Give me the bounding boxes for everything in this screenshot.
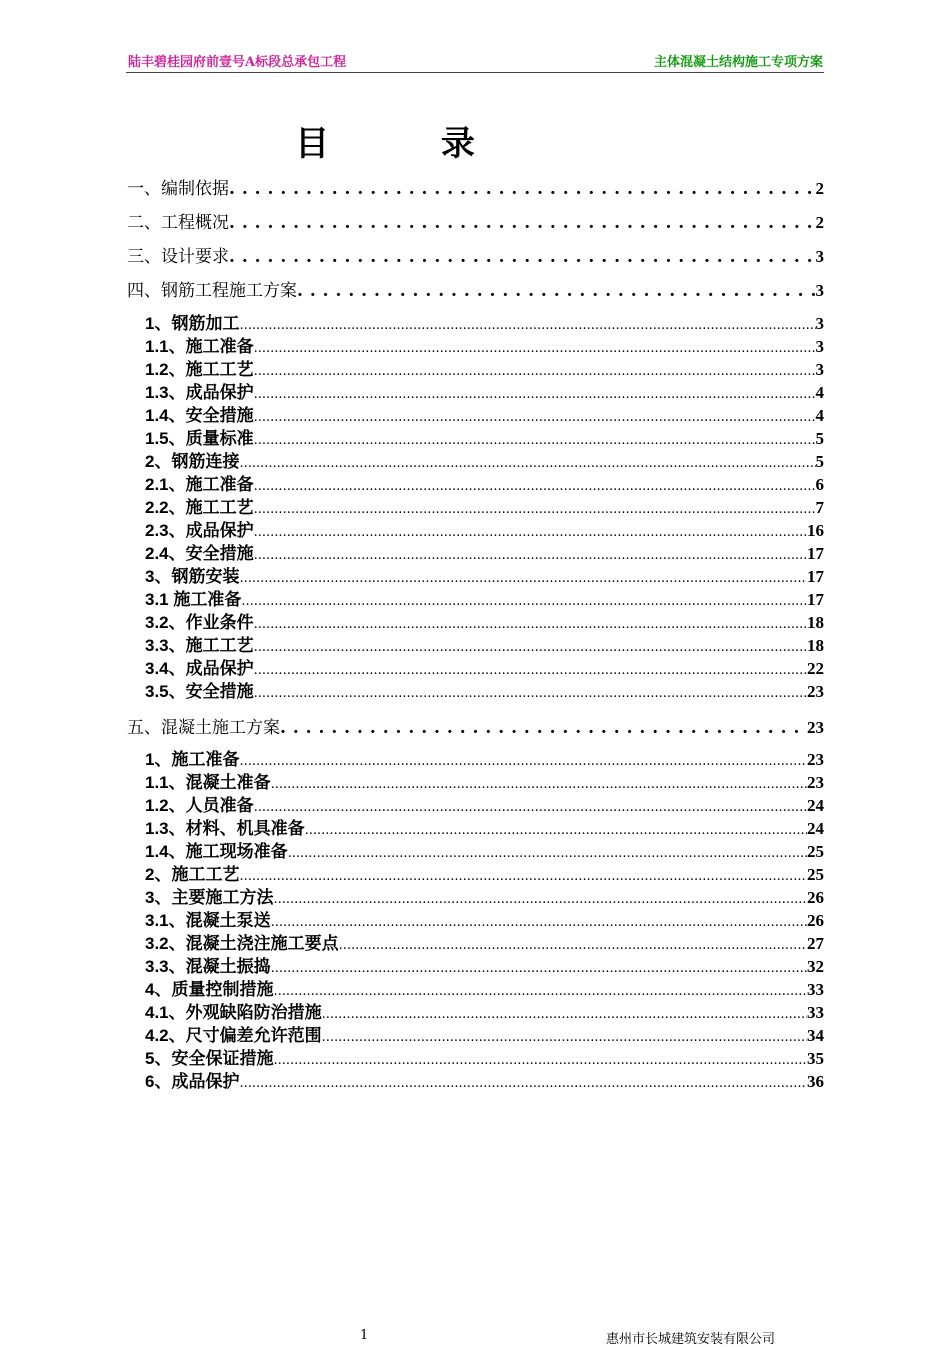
- toc-entry-label: 1.1、施工准备: [145, 337, 254, 356]
- toc-leader-dots: [254, 796, 807, 816]
- toc-entry[interactable]: [127, 242, 824, 267]
- toc-entry-label: 2.1、施工准备: [145, 475, 254, 494]
- toc-entry[interactable]: [127, 276, 824, 301]
- toc-entry-label: 五、混凝土施工方案: [127, 718, 280, 738]
- toc-entry-page: 27: [807, 934, 824, 953]
- toc-entry[interactable]: [127, 631, 824, 656]
- toc-entry[interactable]: [127, 608, 824, 633]
- toc-entry[interactable]: [127, 309, 824, 334]
- toc-entry-page: 3: [815, 314, 824, 333]
- toc-entry[interactable]: [127, 332, 824, 357]
- toc-entry[interactable]: [127, 998, 824, 1023]
- toc-entry-page: 23: [807, 750, 824, 769]
- toc-leader-dots: [322, 1026, 807, 1046]
- toc-entry[interactable]: [127, 952, 824, 977]
- toc-leader-dots: [271, 773, 807, 793]
- toc-entry[interactable]: [127, 1021, 824, 1046]
- toc-leader-dots: [273, 1049, 807, 1069]
- toc-entry-label: 1.3、成品保护: [145, 383, 254, 402]
- toc-entry-label: 1.2、施工工艺: [145, 360, 254, 379]
- toc-entry-label: 2.4、安全措施: [145, 544, 254, 563]
- toc-entry[interactable]: [127, 424, 824, 449]
- toc-entry-label: 1.1、混凝土准备: [145, 773, 271, 792]
- toc-entry-page: 22: [807, 659, 824, 678]
- toc-leader-dots: [239, 314, 815, 334]
- toc-entry-page: 33: [807, 980, 824, 999]
- toc-entry[interactable]: [127, 562, 824, 587]
- toc-entry-label: 3.1 施工准备: [145, 590, 242, 609]
- toc-entry-label: 1、施工准备: [145, 750, 240, 769]
- toc-entry-label: 一、编制依据: [127, 179, 229, 199]
- toc-leader-dots: [229, 247, 816, 267]
- toc-entry-page: 6: [815, 475, 824, 494]
- header-project-name: 陆丰碧桂园府前壹号A标段总承包工程: [128, 55, 347, 70]
- toc-entry-page: 25: [807, 865, 824, 884]
- toc-entry-page: 4: [815, 383, 824, 402]
- toc-entry-page: 32: [807, 957, 824, 976]
- toc-leader-dots: [271, 911, 807, 931]
- toc-entry-page: 23: [807, 773, 824, 792]
- toc-entry-page: 26: [807, 888, 824, 907]
- toc-entry-label: 2、钢筋连接: [145, 452, 240, 471]
- toc-entry-label: 2、施工工艺: [145, 865, 240, 884]
- footer-page-number: 1: [360, 1328, 369, 1343]
- toc-entry-label: 3.2、作业条件: [145, 613, 254, 632]
- toc-leader-dots: [254, 521, 807, 541]
- toc-entry-label: 1.5、质量标准: [145, 429, 254, 448]
- toc-entry-label: 1.4、施工现场准备: [145, 842, 288, 861]
- toc-entry-page: 35: [807, 1049, 824, 1068]
- header-rule: [126, 72, 824, 73]
- toc-entry-page: 25: [807, 842, 824, 861]
- toc-entry[interactable]: [127, 174, 824, 199]
- toc-entry-page: 17: [807, 567, 824, 586]
- toc-entry-page: 23: [807, 718, 824, 737]
- toc-entry-label: 3、钢筋安装: [145, 567, 240, 586]
- toc-leader-dots: [280, 718, 807, 738]
- toc-leader-dots: [273, 980, 807, 1000]
- toc-entry[interactable]: [127, 768, 824, 793]
- toc-entry-label: 3、主要施工方法: [145, 888, 274, 907]
- toc-leader-dots: [339, 934, 807, 954]
- toc-entry-page: 4: [815, 406, 824, 425]
- toc-leader-dots: [254, 337, 816, 357]
- toc-leader-dots: [273, 888, 807, 908]
- toc-entry-label: 4、质量控制措施: [145, 980, 274, 999]
- toc-entry-page: 24: [807, 819, 824, 838]
- toc-leader-dots: [254, 613, 807, 633]
- toc-entry-page: 3: [815, 281, 824, 300]
- toc-leader-dots: [322, 1003, 807, 1023]
- toc-entry-label: 三、设计要求: [127, 247, 229, 267]
- toc-leader-dots: [239, 1072, 807, 1092]
- toc-leader-dots: [305, 819, 807, 839]
- toc-leader-dots: [254, 475, 816, 495]
- toc-entry-label: 四、钢筋工程施工方案: [127, 281, 297, 301]
- toc-entry-label: 2.3、成品保护: [145, 521, 254, 540]
- page-title: [0, 116, 820, 165]
- toc-entry-label: 3.2、混凝土浇注施工要点: [145, 934, 339, 953]
- toc-entry-label: 5、安全保证措施: [145, 1049, 274, 1068]
- toc-entry-page: 34: [807, 1026, 824, 1045]
- toc-entry-page: 2: [815, 179, 824, 198]
- toc-entry-page: 17: [807, 544, 824, 563]
- toc-entry-page: 24: [807, 796, 824, 815]
- toc-entry[interactable]: [127, 447, 824, 472]
- toc-entry-page: 2: [815, 213, 824, 232]
- toc-entry[interactable]: [127, 654, 824, 679]
- toc-entry[interactable]: [127, 516, 824, 541]
- toc-entry-page: 18: [807, 613, 824, 632]
- toc-entry[interactable]: [127, 929, 824, 954]
- toc-entry-label: 2.2、施工工艺: [145, 498, 254, 517]
- toc-leader-dots: [254, 636, 807, 656]
- toc-entry-page: 33: [807, 1003, 824, 1022]
- toc-entry[interactable]: [127, 355, 824, 380]
- toc-entry[interactable]: [127, 745, 824, 770]
- toc-entry-label: 1.2、人员准备: [145, 796, 254, 815]
- toc-entry-page: 7: [815, 498, 824, 517]
- toc-entry[interactable]: [127, 378, 824, 403]
- toc-entry-page: 17: [807, 590, 824, 609]
- toc-entry[interactable]: [127, 539, 824, 564]
- toc-entry-label: 3.4、成品保护: [145, 659, 254, 678]
- toc-entry[interactable]: [127, 791, 824, 816]
- toc-leader-dots: [254, 429, 816, 449]
- toc-leader-dots: [254, 360, 816, 380]
- toc-entry-page: 5: [815, 452, 824, 471]
- toc-entry-page: 23: [807, 682, 824, 701]
- toc-leader-dots: [241, 590, 807, 610]
- toc-entry-page: 5: [815, 429, 824, 448]
- toc-entry[interactable]: [127, 493, 824, 518]
- toc-entry[interactable]: [127, 401, 824, 426]
- toc-entry[interactable]: [127, 975, 824, 1000]
- page-title-text: 目 录: [295, 124, 525, 164]
- toc-entry[interactable]: [127, 883, 824, 908]
- toc-leader-dots: [254, 682, 807, 702]
- toc-entry-page: 26: [807, 911, 824, 930]
- toc-entry-label: 3.5、安全措施: [145, 682, 254, 701]
- toc-entry[interactable]: [127, 814, 824, 839]
- toc-entry[interactable]: [127, 677, 824, 702]
- toc-leader-dots: [254, 659, 807, 679]
- toc-leader-dots: [288, 842, 807, 862]
- toc-leader-dots: [239, 865, 807, 885]
- toc-entry-label: 6、成品保护: [145, 1072, 240, 1091]
- toc-leader-dots: [239, 452, 815, 472]
- toc-entry-label: 1.4、安全措施: [145, 406, 254, 425]
- toc-leader-dots: [254, 498, 816, 518]
- toc-entry[interactable]: [127, 1067, 824, 1092]
- toc-entry-label: 3.3、混凝土振捣: [145, 957, 271, 976]
- toc-entry-page: 18: [807, 636, 824, 655]
- toc-entry-page: 3: [815, 337, 824, 356]
- toc-entry-label: 3.3、施工工艺: [145, 636, 254, 655]
- toc-entry[interactable]: [127, 585, 824, 610]
- toc-entry-label: 4.1、外观缺陷防治措施: [145, 1003, 322, 1022]
- toc-entry-label: 3.1、混凝土泵送: [145, 911, 271, 930]
- toc-leader-dots: [254, 383, 816, 403]
- toc-entry[interactable]: [127, 860, 824, 885]
- toc-leader-dots: [239, 750, 807, 770]
- toc-leader-dots: [229, 213, 816, 233]
- toc-entry[interactable]: [127, 713, 824, 738]
- toc-entry[interactable]: [127, 208, 824, 233]
- toc-entry[interactable]: [127, 906, 824, 931]
- footer-company: 惠州市长城建筑安装有限公司: [606, 1332, 776, 1347]
- toc-leader-dots: [254, 406, 816, 426]
- toc-leader-dots: [254, 544, 807, 564]
- toc-entry-label: 1、钢筋加工: [145, 314, 240, 333]
- toc-entry[interactable]: [127, 470, 824, 495]
- toc-entry-page: 36: [807, 1072, 824, 1091]
- toc-entry-page: 16: [807, 521, 824, 540]
- toc-entry-page: 3: [815, 360, 824, 379]
- toc-entry-page: 3: [815, 247, 824, 266]
- toc-entry-label: 4.2、尺寸偏差允许范围: [145, 1026, 322, 1045]
- toc-leader-dots: [239, 567, 807, 587]
- toc-entry-label: 二、工程概况: [127, 213, 229, 233]
- toc-leader-dots: [271, 957, 807, 977]
- toc-leader-dots: [229, 179, 816, 199]
- toc-leader-dots: [297, 281, 816, 301]
- header-document-title: 主体混凝土结构施工专项方案: [653, 55, 823, 70]
- toc-entry[interactable]: [127, 1044, 824, 1069]
- toc-entry-label: 1.3、材料、机具准备: [145, 819, 305, 838]
- toc-entry[interactable]: [127, 837, 824, 862]
